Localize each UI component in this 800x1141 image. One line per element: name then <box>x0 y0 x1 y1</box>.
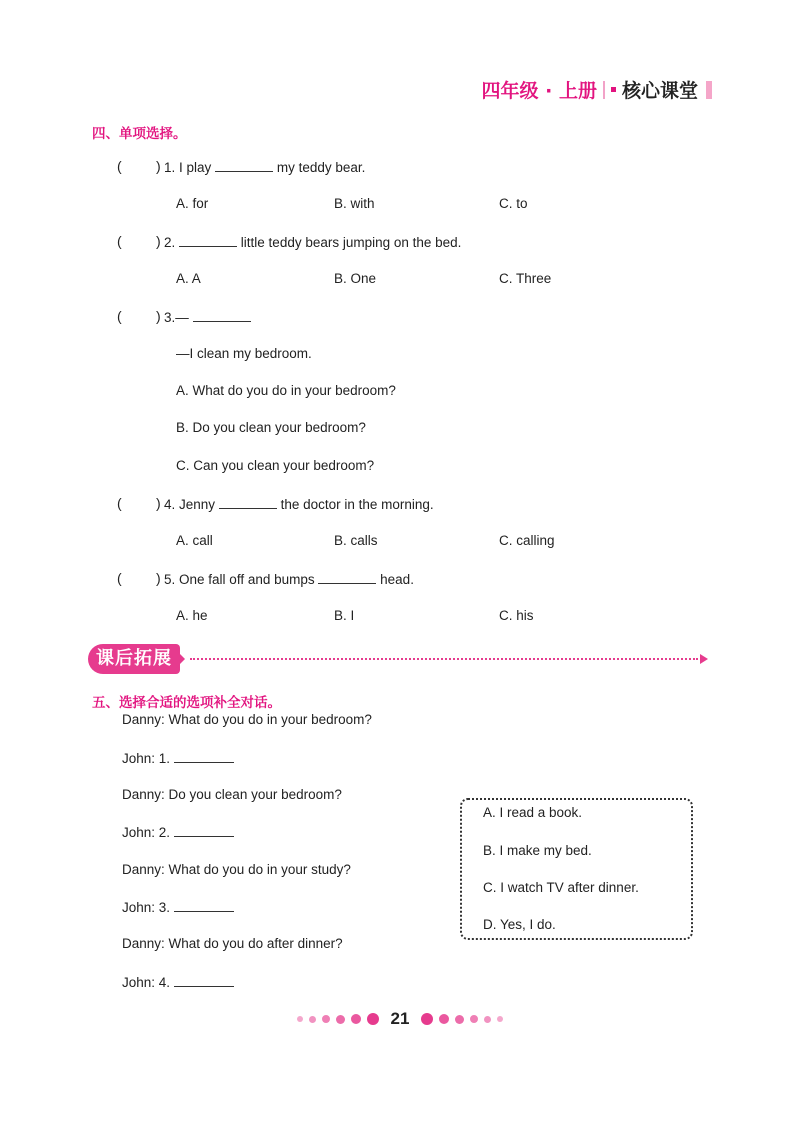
dialog-line-4 <box>122 824 234 840</box>
q3-blank[interactable] <box>193 309 251 322</box>
q1-answer-paren-right: ) <box>156 158 161 174</box>
section5-title: 五、选择合适的选项补全对话。 <box>92 695 281 711</box>
question-5 <box>164 571 414 587</box>
question-2 <box>164 234 461 250</box>
dialog-line-8 <box>122 974 234 990</box>
q5-answer-paren-left: ( <box>117 570 122 586</box>
q4-blank[interactable] <box>219 496 277 509</box>
footer-dot-icon <box>455 1015 464 1024</box>
question-4 <box>164 496 434 512</box>
footer-dot-icon <box>484 1016 491 1023</box>
q2-blank[interactable] <box>179 234 237 247</box>
q5-number: 5. <box>164 572 176 587</box>
q3-option-b: B. Do you clean your bedroom? <box>176 420 366 435</box>
answer-blank-4[interactable] <box>174 974 234 987</box>
banner-end-arrow-icon <box>700 654 708 664</box>
q5-text-post: head. <box>380 572 414 587</box>
footer-dot-icon <box>470 1015 478 1023</box>
q1-option-c: C. to <box>499 196 528 211</box>
dialog-line-5: Danny: What do you do in your study? <box>122 862 351 877</box>
question-3 <box>164 309 251 325</box>
banner-dotted-line <box>190 658 698 660</box>
box-option-b: B. I make my bed. <box>483 843 592 858</box>
answer-blank-1[interactable] <box>174 750 234 763</box>
q4-answer-paren-left: ( <box>117 495 122 511</box>
banner-arrow-icon <box>176 650 185 668</box>
footer-dot-icon <box>439 1014 449 1024</box>
page-footer <box>0 1009 800 1029</box>
dialog-line-1: Danny: What do you do in your bedroom? <box>122 712 372 727</box>
answer-blank-3[interactable] <box>174 899 234 912</box>
q3-answer-paren-left: ( <box>117 308 122 324</box>
q5-option-c: C. his <box>499 608 534 623</box>
q2-option-c: C. Three <box>499 271 552 286</box>
grade-label: 四年级 · 上册 <box>481 80 597 102</box>
q1-text-post: my teddy bear. <box>276 160 366 175</box>
footer-dot-icon <box>351 1014 361 1024</box>
box-option-c: C. I watch TV after dinner. <box>483 880 639 895</box>
q2-answer-paren-left: ( <box>117 233 122 249</box>
question-1 <box>164 159 365 175</box>
after-class-banner: 课后拓展 <box>88 644 180 674</box>
section4-title: 四、单项选择。 <box>92 126 187 142</box>
q1-text-pre: I play <box>179 160 212 175</box>
q3-option-c: C. Can you clean your bedroom? <box>176 458 375 473</box>
page-number: 21 <box>390 1009 410 1028</box>
q2-option-b: B. One <box>334 271 377 286</box>
q3-option-a: A. What do you do in your bedroom? <box>176 383 396 398</box>
footer-dot-icon <box>297 1016 303 1022</box>
answer-blank-2[interactable] <box>174 824 234 837</box>
q3-number: 3. <box>164 310 176 325</box>
q3-answer-paren-right: ) <box>156 308 161 324</box>
q1-option-b: B. with <box>334 196 375 211</box>
q2-option-a: A. A <box>176 271 201 286</box>
q3-reply: —I clean my bedroom. <box>176 346 312 361</box>
q4-text-post: the doctor in the morning. <box>280 497 434 512</box>
q2-answer-paren-right: ) <box>156 233 161 249</box>
dialog-line-6 <box>122 899 234 915</box>
q1-answer-paren-left: ( <box>117 158 122 174</box>
q4-option-c: C. calling <box>499 533 555 548</box>
q4-option-a: A. call <box>176 533 213 548</box>
footer-dot-icon <box>367 1013 379 1025</box>
dialog-line-2 <box>122 750 234 766</box>
q5-blank[interactable] <box>318 571 376 584</box>
q4-option-b: B. calls <box>334 533 378 548</box>
q2-number: 2. <box>164 235 176 250</box>
dialog-line-4-text: John: 2. <box>122 825 171 840</box>
footer-dot-icon <box>322 1015 330 1023</box>
q4-text-pre: Jenny <box>179 497 216 512</box>
dialog-line-3: Danny: Do you clean your bedroom? <box>122 787 342 802</box>
footer-dot-icon <box>497 1016 503 1022</box>
q4-answer-paren-right: ) <box>156 495 161 511</box>
header-divider <box>603 81 605 99</box>
q5-text-pre: One fall off and bumps <box>179 572 315 587</box>
footer-dot-icon <box>336 1015 345 1024</box>
q2-text-post: little teddy bears jumping on the bed. <box>240 235 462 250</box>
page-header <box>482 76 712 103</box>
dialog-line-2-text: John: 1. <box>122 751 171 766</box>
box-option-d: D. Yes, I do. <box>483 917 556 932</box>
header-bar-icon <box>706 81 712 99</box>
q5-option-a: A. he <box>176 608 208 623</box>
dialog-line-8-text: John: 4. <box>122 975 171 990</box>
q3-dash: — <box>175 310 189 325</box>
q1-blank[interactable] <box>215 159 273 172</box>
dialog-line-6-text: John: 3. <box>122 900 171 915</box>
q5-answer-paren-right: ) <box>156 570 161 586</box>
q4-number: 4. <box>164 497 176 512</box>
series-title: 核心课堂 <box>621 80 698 102</box>
q1-number: 1. <box>164 160 176 175</box>
box-option-a: A. I read a book. <box>483 805 583 820</box>
q1-option-a: A. for <box>176 196 209 211</box>
footer-dot-icon <box>421 1013 433 1025</box>
dialog-line-7: Danny: What do you do after dinner? <box>122 936 343 951</box>
q5-option-b: B. I <box>334 608 355 623</box>
footer-dot-icon <box>309 1016 316 1023</box>
header-square-icon <box>611 87 616 92</box>
